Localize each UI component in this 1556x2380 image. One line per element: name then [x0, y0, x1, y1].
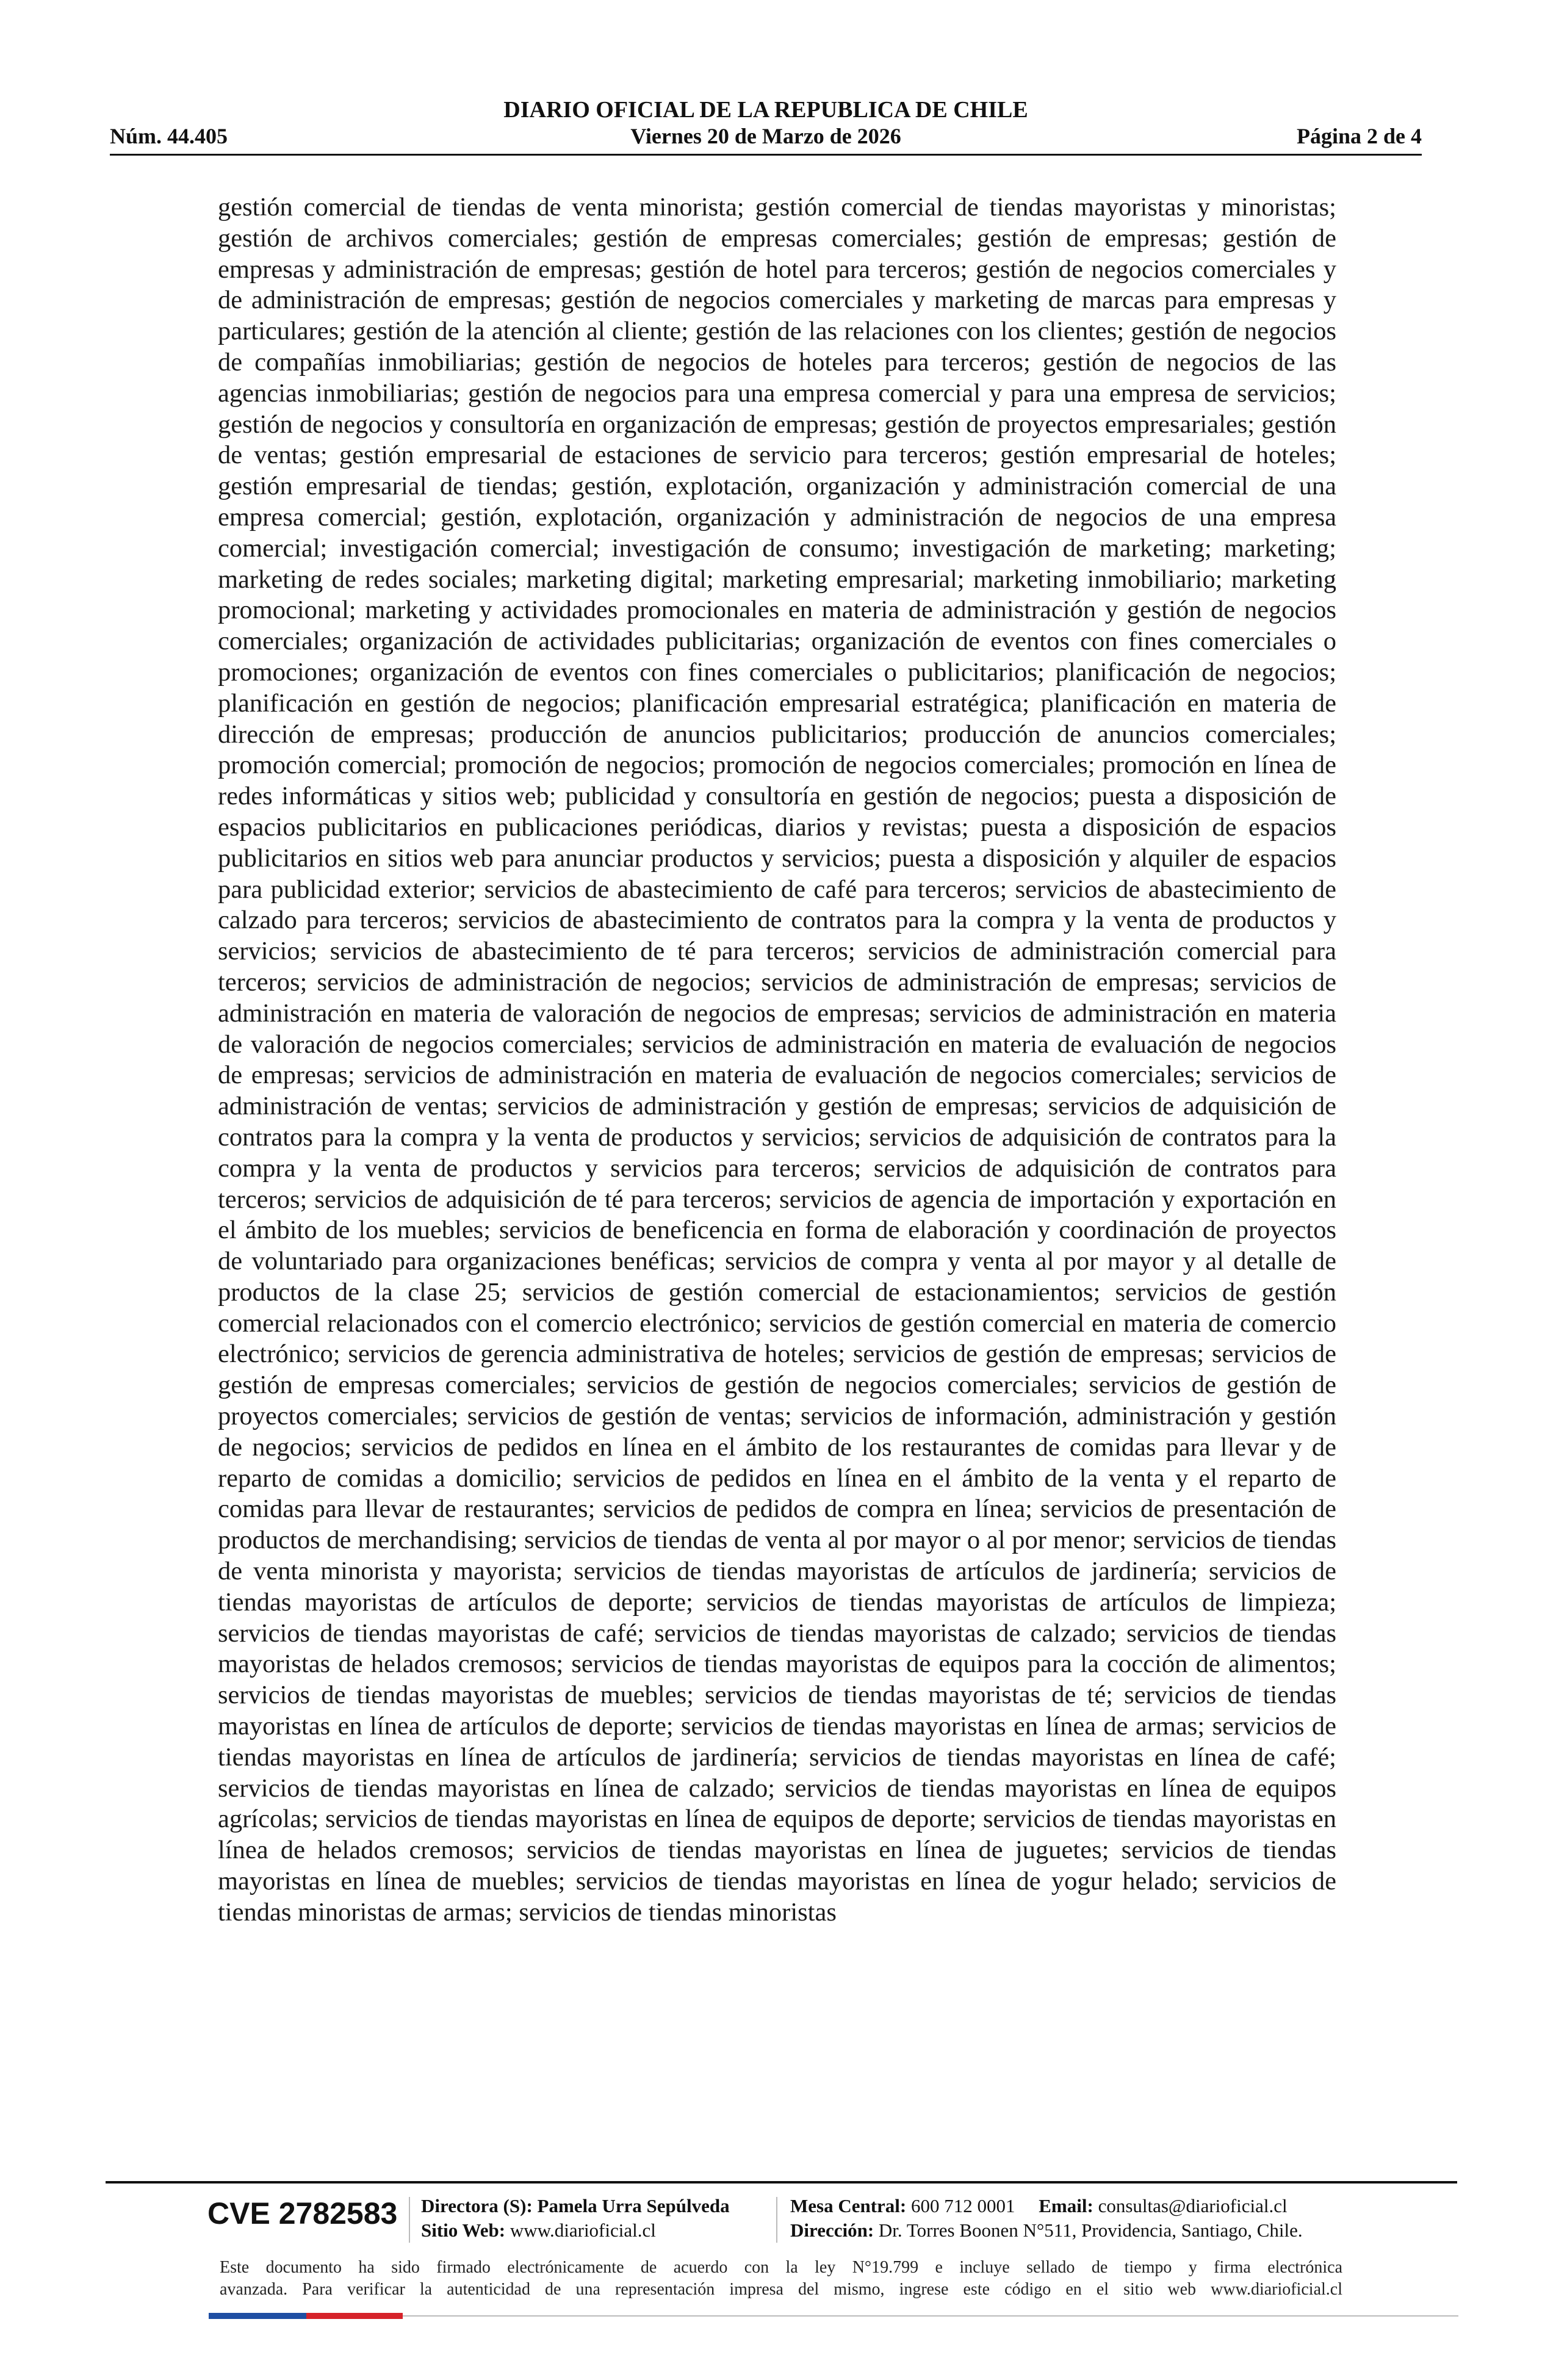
phone-label: Mesa Central:	[790, 2195, 907, 2216]
legal-notice-line: avanzada. Para verificar la autenticidad de una representación impresa del mismo, ingrese este código en el sitio web www.diarioficial.cl	[220, 2280, 1342, 2299]
page-header	[110, 92, 1422, 159]
issue-number: Núm. 44.405	[110, 124, 228, 148]
flag-band-blue	[209, 2313, 306, 2319]
body-paragraph: gestión comercial de tiendas de venta minorista; gestión comercial de tiendas mayoristas y minoristas; gestión de archivos comerciales; gestión de empresas comerciales; gestión de empresas; gestión de empresas y administración de empresas; gestión de hotel para terceros; gestión de negocios comerciales y de administración de empresas; gestión de negocios comerciales y marketing de marcas para empresas y particulares; gestión de la atención al cliente; gestión de las relaciones con los clientes; gestión de negocios de compañías inmobiliarias; gestión de negocios de hoteles para terceros; gestión de negocios de las agencias inmobiliarias; gestión de negocios para una empresa comercial y para una empresa de servicios; gestión de negocios y consultoría en organización de empresas; gestión de proyectos empresariales; gestión de ventas; gestión empresarial de estaciones de servicio para terceros; gestión empresarial de hoteles; gestión empresarial de tiendas; gestión, explotación, organización y administración comercial de una empresa comercial; gestión, explotación, organización y administración de negocios de una empresa comercial; investigación comercial; investigación de consumo; investigación de marketing; marketing; marketing de redes sociales; marketing digital; marketing empresarial; marketing inmobiliario; marketing promocional; marketing y actividades promocionales en materia de administración y gestión de negocios comerciales; organización de actividades publicitarias; organización de eventos con fines comerciales o promociones; organización de eventos con fines comerciales o publicitarios; planificación de negocios; planificación en gestión de negocios; planificación empresarial estratégica; planificación en materia de dirección de empresas; producción de anuncios publicitarios; producción de anuncios comerciales; promoción comercial; promoción de negocios; promoción de negocios comerciales; promoción en línea de redes informáticas y sitios web; publicidad y consultoría en gestión de negocios; puesta a disposición de espacios publicitarios en publicaciones periódicas, diarios y revistas; puesta a disposición de espacios publicitarios en sitios web para anunciar productos y servicios; puesta a disposición y alquiler de espacios para publicidad exterior; servicios de abastecimiento de café para terceros; servicios de abastecimiento de calzado para terceros; servicios de abastecimiento de contratos para la compra y la venta de productos y servicios; servicios de abastecimiento de té para terceros; servicios de administración comercial para terceros; servicios de administración de negocios; servicios de administración de empresas; servicios de administración en materia de valoración de negocios de empresas; servicios de administración en materia de valoración de negocios comerciales; servicios de administración en materia de evaluación de negocios de empresas; servicios de administración en materia de evaluación de negocios comerciales; servicios de administración de ventas; servicios de administración y gestión de empresas; servicios de adquisición de contratos para la compra y la venta de productos y servicios; servicios de adquisición de contratos para la compra y la venta de productos y servicios para terceros; servicios de adquisición de contratos para terceros; servicios de adquisición de té para terceros; servicios de agencia de importación y exportación en el ámbito de los muebles; servicios de beneficencia en forma de elaboración y coordinación de proyectos de voluntariado para organizaciones benéficas; servicios de compra y venta al por mayor y al detalle de productos de la clase 25; servicios de gestión comercial de estacionamientos; servicios de gestión comercial relacionados con el comercio electrónico; servicios de gestión comercial en materia de comercio electrónico; servicios de gerencia administrativa de hoteles; servicios de gestión de empresas; servicios de gestión de empresas comerciales; servicios de gestión de negocios comerciales; servicios de gestión de proyectos comerciales; servicios de gestión de ventas; servicios de información, administración y gestión de negocios; servicios de pedidos en línea en el ámbito de los restaurantes de comidas para llevar y de reparto de comidas a domicilio; servicios de pedidos en línea en el ámbito de la venta y el reparto de comidas para llevar de restaurantes; servicios de pedidos de compra en línea; servicios de presentación de productos de merchandising; servicios de tiendas de venta al por mayor o al por menor; servicios de tiendas de venta minorista y mayorista; servicios de tiendas mayoristas de artículos de jardinería; servicios de tiendas mayoristas de artículos de deporte; servicios de tiendas mayoristas de artículos de limpieza; servicios de tiendas mayoristas de café; servicios de tiendas mayoristas de calzado; servicios de tiendas mayoristas de helados cremosos; servicios de tiendas mayoristas de equipos para la cocción de alimentos; servicios de tiendas mayoristas de muebles; servicios de tiendas mayoristas de té; servicios de tiendas mayoristas en línea de artículos de deporte; servicios de tiendas mayoristas en línea de armas; servicios de tiendas mayoristas en línea de artículos de jardinería; servicios de tiendas mayoristas en línea de café; servicios de tiendas mayoristas en línea de calzado; servicios de tiendas mayoristas en línea de equipos agrícolas; servicios de tiendas mayoristas en línea de equipos de deporte; servicios de tiendas mayoristas en línea de helados cremosos; servicios de tiendas mayoristas en línea de juguetes; servicios de tiendas mayoristas en línea de muebles; servicios de tiendas mayoristas en línea de yogur helado; servicios de tiendas minoristas de armas; servicios de tiendas minoristas	[218, 193, 1336, 1927]
footer-contact-left	[421, 2194, 730, 2243]
legal-notice	[220, 2257, 1342, 2301]
email-label: Email:	[1039, 2195, 1093, 2216]
director-name: Directora (S): Pamela Urra Sepúlveda	[421, 2195, 730, 2216]
footer-separator	[776, 2197, 777, 2243]
email-link[interactable]: consultas@diarioficial.cl	[1098, 2195, 1288, 2216]
phone-value: 600 712 0001	[911, 2195, 1015, 2216]
header-divider	[110, 154, 1422, 156]
issue-date: Viernes 20 de Marzo de 2026	[630, 124, 901, 148]
newspaper-title: DIARIO OFICIAL DE LA REPUBLICA DE CHILE	[503, 97, 1028, 123]
address-label: Dirección:	[790, 2220, 874, 2241]
footer-divider	[106, 2181, 1457, 2183]
footer-contact-right	[790, 2194, 1303, 2243]
flag-band-red	[306, 2313, 403, 2319]
address-value: Dr. Torres Boonen N°511, Providencia, Santiago, Chile.	[878, 2220, 1303, 2241]
footer-separator	[409, 2197, 410, 2243]
page-indicator: Página 2 de 4	[1296, 124, 1422, 148]
legal-notice-line: Este documento ha sido firmado electrónicamente de acuerdo con la ley N°19.799 e incluye sellado de tiempo y firma electrónica	[220, 2258, 1342, 2277]
cve-code: CVE 2782583	[207, 2196, 398, 2230]
header-row	[110, 123, 1422, 154]
website-link[interactable]: www.diarioficial.cl	[510, 2220, 656, 2241]
website-label: Sitio Web:	[421, 2220, 506, 2241]
bottom-rule	[403, 2315, 1458, 2317]
